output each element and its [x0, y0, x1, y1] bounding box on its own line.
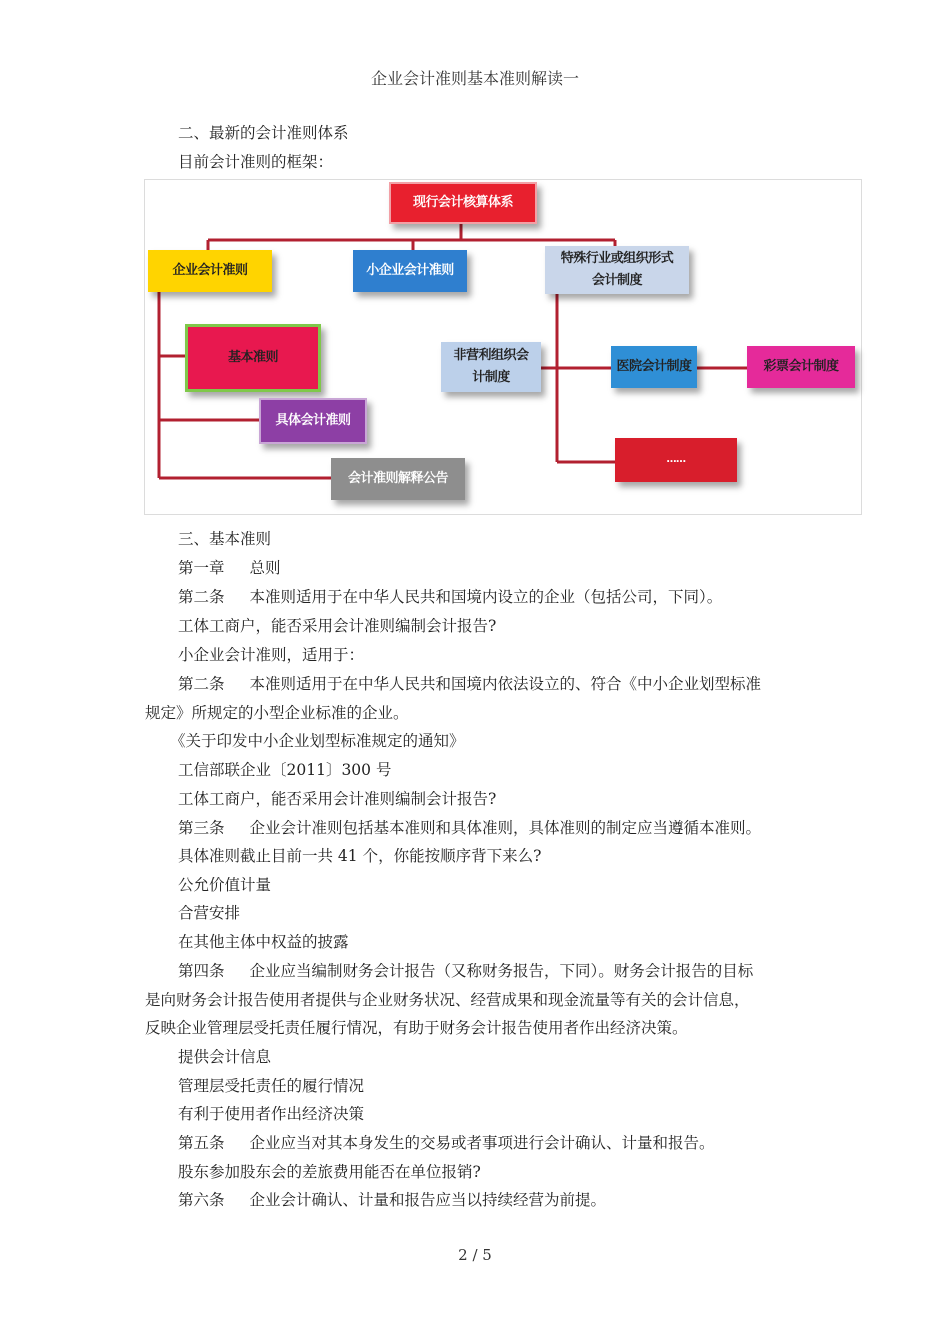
small-enterprise-standards-box: 小企业会计准则 [353, 250, 467, 292]
article-text: 企业会计准则包括基本准则和具体准则，具体准则的制定应当遵循本准则。 [249, 819, 762, 837]
nonprofit-line1: 非营利组织会 [453, 348, 529, 363]
specific-standards-box: 具体会计准则 [259, 398, 367, 444]
paragraph: 股东参加股东会的差旅费用能否在单位报销? [178, 1163, 481, 1181]
article-number: 第一章 [178, 559, 225, 577]
article-line [178, 558, 281, 578]
hospital-box: 医院会计制度 [611, 346, 697, 388]
paragraph: 小企业会计准则，适用于： [178, 646, 365, 664]
paragraph: 《关于印发中小企业划型标准规定的通知》 [170, 732, 465, 750]
article-number: 第二条 [178, 588, 225, 606]
paragraph: 工信部联企业〔2011〕300 号 [178, 761, 392, 779]
paragraph-continuation: 反映企业管理层受托责任履行情况，有助于财务会计报告使用者作出经济决策。 [145, 1019, 688, 1037]
paragraph: 在其他主体中权益的披露 [178, 933, 349, 951]
paragraph: 工体工商户，能否采用会计准则编制会计报告? [178, 790, 497, 808]
article-text: 总则 [249, 559, 281, 577]
article-text: 本准则适用于在中华人民共和国境内设立的企业（包括公司，下同）。 [249, 588, 723, 606]
article-line [178, 818, 761, 838]
lottery-box: 彩票会计制度 [747, 346, 855, 388]
paragraph: 具体准则截止目前一共 41 个，你能按顺序背下来么? [178, 847, 542, 865]
document-title: 企业会计准则基本准则解读一 [370, 69, 579, 88]
article-number: 第四条 [178, 962, 225, 980]
article-line [178, 1190, 606, 1210]
nonprofit-box [441, 342, 541, 392]
article-text: 本准则适用于在中华人民共和国境内依法设立的、符合《中小企业划型标准 [249, 675, 762, 693]
ellipsis-box: …… [615, 438, 737, 482]
article-line [178, 1133, 715, 1153]
accounting-system-diagram [144, 179, 862, 515]
paragraph: 公允价值计量 [178, 876, 272, 894]
interpretation-box: 会计准则解释公告 [331, 458, 465, 500]
paragraph: 目前会计准则的框架： [178, 153, 334, 171]
enterprise-standards-box: 企业会计准则 [148, 250, 272, 292]
special-industry-box [545, 246, 689, 294]
page-number: 2 / 5 [458, 1246, 492, 1264]
paragraph: 管理层受托责任的履行情况 [178, 1077, 365, 1095]
paragraph: 工体工商户，能否采用会计准则编制会计报告? [178, 617, 497, 635]
basic-standard-box: 基本准则 [185, 324, 321, 392]
article-text: 企业会计确认、计量和报告应当以持续经营为前提。 [249, 1191, 607, 1209]
paragraph-continuation: 规定》所规定的小型企业标准的企业。 [145, 704, 409, 722]
paragraph-continuation: 是向财务会计报告使用者提供与企业财务状况、经营成果和现金流量等有关的会计信息， [145, 991, 750, 1009]
section-heading-2: 二、最新的会计准则体系 [178, 124, 349, 142]
paragraph: 提供会计信息 [178, 1048, 272, 1066]
article-text: 企业应当对其本身发生的交易或者事项进行会计确认、计量和报告。 [249, 1134, 715, 1152]
article-line [178, 587, 722, 607]
paragraph: 有利于使用者作出经济决策 [178, 1105, 365, 1123]
section-heading-3: 三、基本准则 [178, 530, 272, 548]
article-number: 第二条 [178, 675, 225, 693]
article-number: 第五条 [178, 1134, 225, 1152]
article-number: 第三条 [178, 819, 225, 837]
special-industry-line2: 会计制度 [591, 273, 642, 288]
nonprofit-line2: 计制度 [472, 370, 510, 385]
root-box: 现行会计核算体系 [389, 182, 537, 224]
article-text: 企业应当编制财务会计报告（又称财务报告，下同）。财务会计报告的目标 [249, 962, 754, 980]
paragraph: 合营安排 [178, 904, 241, 922]
special-industry-line1: 特殊行业或组织形式 [560, 251, 674, 266]
article-number: 第六条 [178, 1191, 225, 1209]
article-line [178, 961, 753, 981]
article-line [178, 674, 761, 694]
